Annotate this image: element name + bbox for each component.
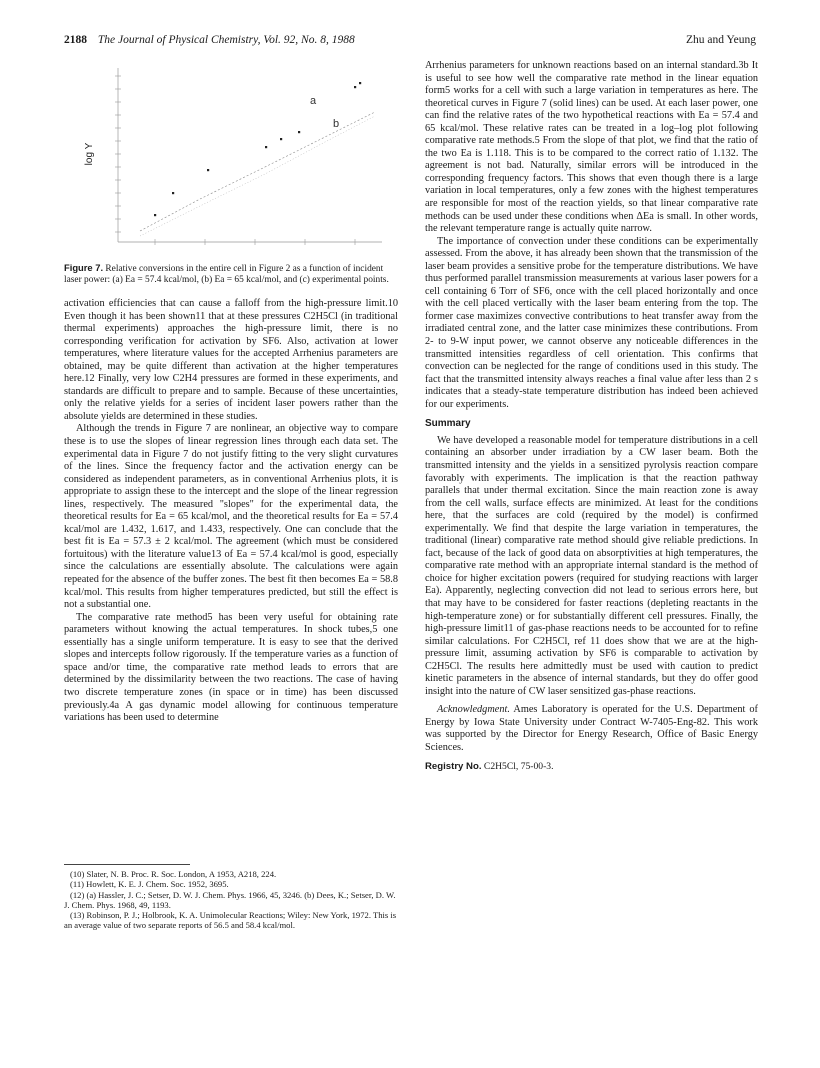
footnote-references — [64, 864, 398, 931]
acknowledgment-text: Ames Laboratory is operated for the U.S. Department of Energy by Iowa State University under Contract W-7405-Eng-82. This work was supported by the Director for Energy Research, Office of Basic Energy Sciences. — [425, 704, 758, 753]
figure-caption-text: Relative conversions in the entire cell in Figure 2 as a function of incident laser power: (a) Ea = 57.4 kcal/mol, (b) Ea = 65 kcal/mol, and (c) experimental points. — [64, 264, 389, 286]
running-authors: Zhu and Yeung — [686, 34, 756, 46]
left-column — [64, 298, 398, 725]
footnote-rule — [64, 864, 190, 865]
page-header — [64, 34, 756, 50]
page-number: 2188 — [64, 34, 87, 46]
figure-caption-label: Figure 7. — [64, 262, 104, 273]
right-paragraph-1: Arrhenius parameters for unknown reactions based on an internal standard.3b It is useful to see how well the comparative rate method in the linear equation form5 works for a cell with such a large variation in temperatures as here. The theoretical curves in Figure 7 (solid lines) can be used. At each laser power, one can find the relative rates of the two hypothetical reactions with Ea = 57.4 and 65 kcal/mol. These relative rates can be treated in a log–log plot following comparative rate methods.5 From the slope of that plot, we find that the ratio of the two Ea is 1.118. This is to be compared to the correct ratio of 1.132. The agreement is not bad. Naturally, similar errors will be introduced in the corresponding frequency factors. This shows that even though there is a large variation in local temperatures, only a few zones with the highest temperatures are responsible for most of the reaction yields, so that linear comparative rate methods can be used under these conditions when ΔEa is small. In other words, the relevant temperature range is actually quite narrow. — [425, 60, 758, 235]
reference-10: (10) Slater, N. B. Proc. R. Soc. London, A 1953, A218, 224. — [70, 869, 277, 879]
curve-a-label: a — [310, 95, 317, 107]
experimental-points — [154, 82, 361, 216]
curve-b-label: b — [333, 118, 340, 130]
journal-citation: The Journal of Physical Chemistry, Vol. 92, No. 8, 1988 — [97, 34, 355, 46]
left-paragraph-2: Although the trends in Figure 7 are nonlinear, an objective way to compare these is to use the slopes of linear regression lines through each data set. The experimental data in Figure 7 do not justify fitting to the very slight curvatures of the lines. Since the frequency factor and the activation energy can be considered as independent parameters, as in conventional Arrhenius plots, it is appropriate to assign these to the intercept and the slope of the linear regression lines, respectively. The measured "slopes" for the experimental data, the theoretical results for Ea = 65 kcal/mol, and the theoretical results for Ea = 57.4 kcal/mol are 1.432, 1.617, and 1.433, respectively. One can conclude that the best fit is Ea = 57.3 ± 2 kcal/mol. The agreement (which must be considered fortuitous) with the literature value13 of Ea = 57.4 kcal/mol is good, especially since the calculations are essentially absolute. The calculations were again repeated for the absence of the buffer zones. The best fit then becomes Ea = 58.8 kcal/mol. This results from higher temperatures predicted, but still the effect is not a substantial one. — [64, 423, 398, 611]
registry-label: Registry No. — [425, 760, 482, 772]
figure-caption — [64, 262, 398, 286]
reference-13: (13) Robinson, P. J.; Holbrook, K. A. Unimolecular Reactions; Wiley: New York, 1972. This is an average value of two separate reports of 56.5 and 58.4 kcal/mol. — [64, 910, 397, 931]
left-paragraph-1: activation efficiencies that can cause a falloff from the high-pressure limit.10 Even though it has been shown11 that at these pressures C2H5Cl (in traditional thermal experiments) approaches the high-pressure limit, there is no corresponding verification for activation by SF6. Also, activation at lower temperatures, where literature values for the accepted Arrhenius parameters are obtained, may be quite different than activation at the higher temperatures here.12 Finally, very low C2H4 pressures are formed in these experiments, and standards are difficult to prepare and to sample. Because of these uncertainties, only the relative yields for a series of incident laser powers rather than the absolute yields are determined in these studies. — [64, 298, 398, 422]
curve-b — [140, 116, 375, 236]
header-left — [64, 34, 355, 50]
summary-heading: Summary — [425, 418, 471, 430]
registry — [425, 761, 758, 774]
left-paragraph-3: The comparative rate method5 has been very useful for obtaining rate parameters without knowing the actual temperatures. In shock tubes,5 one essentially has a single uniform temperature. It is easy to see that the derived slopes and intercepts follow rigorously. If the temperature varies as a function of space and/or time, the comparative rate method leads to errors that are determined by the dissimilarity between the two reactions. The case of having two discrete temperature zones (in space or in time) has been discussed previously.4a A gas dynamic model allowing for continuous temperature variations has been used to determine — [64, 611, 398, 724]
curve-a — [140, 112, 375, 231]
right-paragraph-2: The importance of convection under these conditions can be experimentally assessed. From the above, it has already been shown that the transmission of the laser beam provides a sensitive probe for the temperature distributions. We have thus performed parallel transmission measurements at various laser powers for a cell containing 6 Torr of SF6, once with the cell placed horizontally and once with the cell placed vertically with the laser beam entering from the top. The former case maximizes convective contributions to heat transfer away from the irradiated central zone, and the latter case minimizes these contributions. From 2- to 9-W input power, we cannot observe any noticeable differences in the transmitted intensities regardless of cell orientation. This confirms that convection can be neglected for the range of conditions used in this study. The fact that the transmitted intensity always reaches a final value after less than 2 s indicates that a steady-state temperature distribution has indeed been achieved for our experiments. — [425, 235, 758, 410]
figure-7-plot — [60, 56, 400, 256]
acknowledgment-label: Acknowledgment. — [437, 704, 510, 716]
reference-11: (11) Howlett, K. E. J. Chem. Soc. 1952, 3695. — [70, 879, 229, 890]
right-column — [425, 60, 758, 773]
summary-paragraph: We have developed a reasonable model for temperature distributions in a cell containing an absorber under irradiation by a CW laser beam. Both the transmitted intensity and the yields in a sensitized pyrolysis reaction compare favorably with experiments. The implication is that the reaction pathway parallels that under thermal excitation. Since the main reaction zone is away from the cell walls, surface effects are minimized. At least for the conditions here, that the surfaces are cold (required by the model) is confirmed experimentally. We find that despite the large variation in temperatures, the traditional (linear) comparative rate method should give reliable predictions. In fact, because of the lack of good data on absorptivities at high temperatures, the comparative rate method with an appropriate internal standard is the method of choice for higher excitation powers (required for studying reactions with larger Ea). Apparently, neglecting convection did not lead to serious errors here, but that may have to be considered for faster reactions (depleting reactants in the high-temperature zone) or for substantially different cell pressures. Finally, the high-pressure limit11 of gas-phase reactions needs to be accounted for to refine similar calculations. For C2H5Cl, ref 11 does show that we are at the high-pressure limit, assuming activation by SF6 is comparable to activation by C2H5Cl. The results here admittedly must be used with caution to predict kinetic parameters in the absence of internal standards, but they do offer good insight into the nature of CW laser sensitized gas-phase reactions. — [425, 434, 758, 697]
registry-text: C2H5Cl, 75-00-3. — [483, 760, 554, 772]
acknowledgment — [425, 704, 758, 754]
y-axis-label: log Y — [84, 142, 95, 166]
reference-12: (12) (a) Hassler, J. C.; Setser, D. W. J. Chem. Phys. 1966, 45, 3246. (b) Dees, K.; Setser, D. W. J. Chem. Phys. 1968, 49, 1193. — [64, 889, 396, 910]
